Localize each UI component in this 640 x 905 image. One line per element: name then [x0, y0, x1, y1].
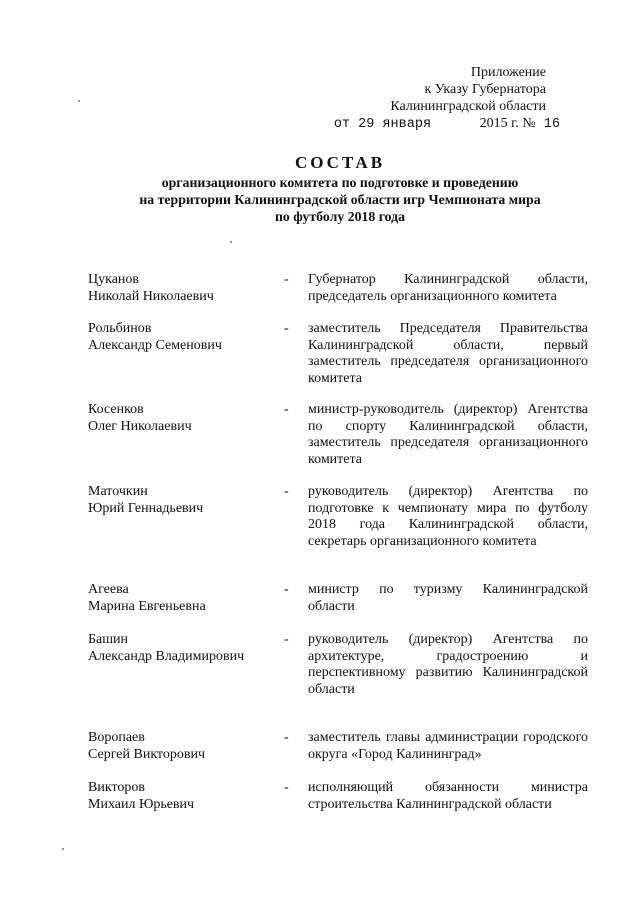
- member-name: [88, 582, 278, 615]
- member-position: исполняющий обязанности министра строительства Калининградской области: [308, 780, 588, 812]
- member-dash: -: [284, 780, 289, 795]
- member-given-names: Сергей Викторович: [88, 746, 206, 762]
- member-surname: Агеева: [88, 582, 129, 597]
- member-name: [88, 402, 278, 435]
- member-given-names: Александр Владимирович: [88, 648, 245, 664]
- member-given-names: Марина Евгеньевна: [88, 598, 206, 614]
- member-dash: -: [284, 632, 289, 647]
- member-position: руководитель (директор) Агентства по архитектуре, градостроению и перспективному развитию Калининградской области: [308, 632, 588, 697]
- member-name: [88, 730, 278, 763]
- member-name: [88, 484, 278, 517]
- title-line-2: на территории Калининградской области игр Чемпионата мира: [139, 192, 541, 207]
- member-position: министр по туризму Калининградской области: [308, 582, 588, 614]
- appendix-line-1: Приложение: [470, 65, 546, 80]
- member-given-names: Александр Семенович: [88, 337, 222, 353]
- member-given-names: Михаил Юрьевич: [88, 796, 195, 812]
- member-surname: Викторов: [88, 780, 145, 795]
- member-dash: -: [284, 484, 289, 499]
- member-name: [88, 632, 278, 665]
- member-dash: -: [284, 272, 289, 287]
- appendix-date-line: [334, 117, 560, 132]
- member-given-names: Юрий Геннадьевич: [88, 500, 204, 516]
- member-name: [88, 272, 278, 305]
- member-name: [88, 780, 278, 813]
- scan-speck: [230, 241, 232, 243]
- member-surname: Цуканов: [88, 272, 140, 287]
- document-title: [80, 152, 600, 225]
- appendix-date: от 29 января: [333, 117, 432, 132]
- scan-speck: [78, 100, 80, 102]
- appendix-year: 2015 г. №: [479, 116, 536, 131]
- title-line-3: по футболу 2018 года: [274, 209, 406, 224]
- member-surname: Маточкин: [88, 484, 148, 499]
- member-dash: -: [284, 730, 289, 745]
- member-position: заместитель Председателя Правительства Калининградской области, первый заместитель председателя организационного комитета: [308, 321, 588, 386]
- appendix-line-2: к Указу Губернатора: [424, 82, 546, 97]
- member-surname: Косенков: [88, 402, 144, 417]
- member-dash: -: [284, 582, 289, 597]
- member-given-names: Олег Николаевич: [88, 418, 192, 434]
- member-dash: -: [284, 402, 289, 417]
- title-line-1: организационного комитета по подготовке и проведению: [161, 175, 519, 190]
- member-name: [88, 321, 278, 354]
- member-surname: Рольбинов: [88, 321, 152, 336]
- title-head: СОСТАВ: [294, 153, 386, 172]
- member-position: руководитель (директор) Агентства по подготовке к чемпионату мира по футболу 2018 года Калининградской области, секретарь организационного комитета: [308, 484, 588, 549]
- member-surname: Воропаев: [88, 730, 145, 745]
- member-position: Губернатор Калининградской области, председатель организационного комитета: [308, 272, 588, 304]
- member-surname: Башин: [88, 632, 129, 647]
- appendix-number: 16: [543, 117, 560, 132]
- member-position: министр-руководитель (директор) Агентства по спорту Калининградской области, заместитель председателя организационного комитета: [308, 402, 588, 467]
- member-given-names: Николай Николаевич: [88, 288, 214, 304]
- scan-speck: [62, 848, 64, 850]
- member-position: заместитель главы администрации городского округа «Город Калининград»: [308, 730, 588, 762]
- appendix-line-3: Калининградской области: [390, 99, 546, 114]
- appendix-block: [300, 64, 560, 133]
- member-dash: -: [284, 321, 289, 336]
